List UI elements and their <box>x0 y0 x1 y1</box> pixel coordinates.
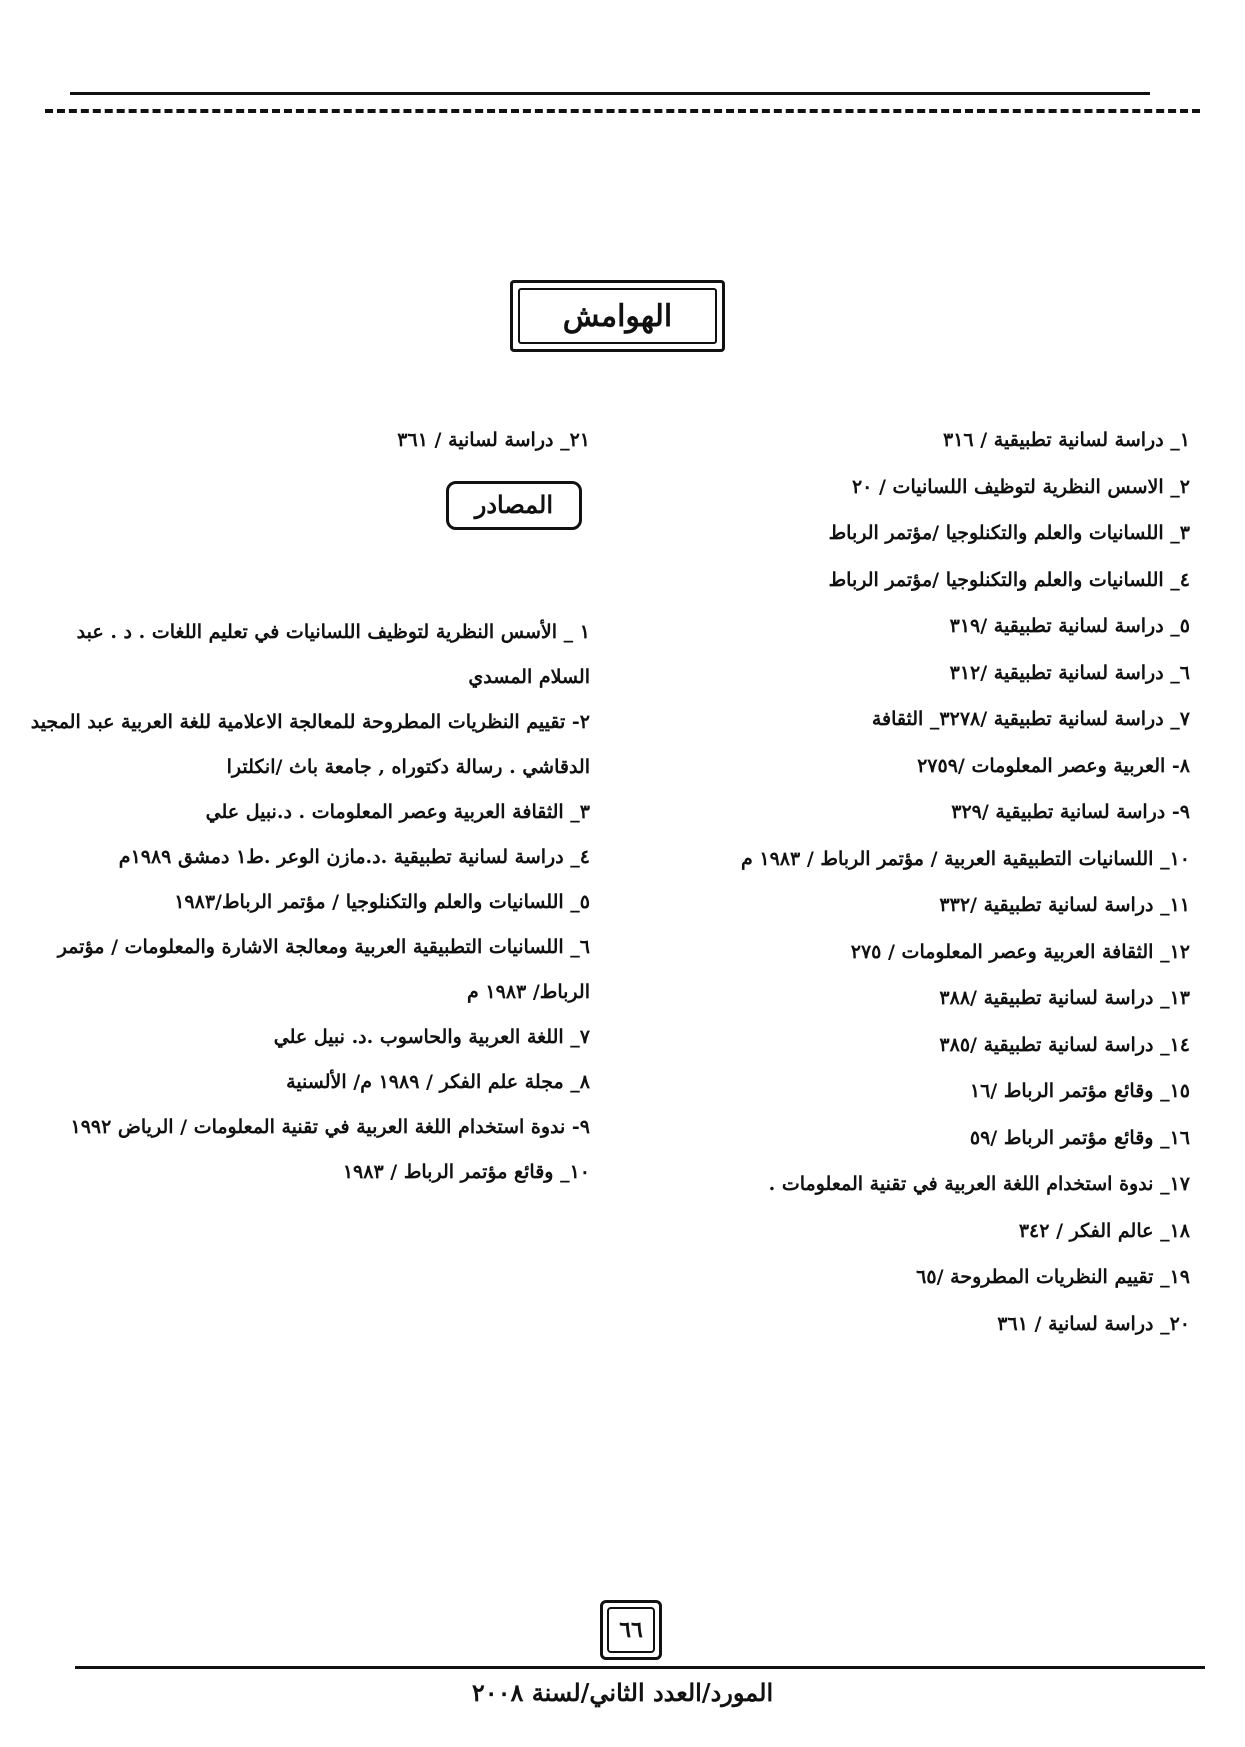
sources-list <box>30 610 590 1195</box>
journal-footer: المورد/العدد الثاني/لسنة ٢٠٠٨ <box>471 1678 774 1707</box>
notes-column-left <box>30 425 590 1195</box>
note-19: ١٩_ تقييم النظريات المطروحة /٦٥ <box>916 1266 1190 1288</box>
note-7: ٧_ دراسة لسانية تطبيقية /٣٢٧٨_ الثقافة <box>871 708 1190 730</box>
source-4: ٤_ دراسة لسانية تطبيقية .د.مازن الوعر .ط١ دمشق ١٩٨٩م <box>118 846 590 868</box>
source-6: ٦_ اللسانيات التطبيقية العربية ومعالجة الاشارة والمعلومات / مؤتمر الرباط/ ١٩٨٣ م <box>57 936 590 1003</box>
note-10: ١٠_ اللسانيات التطبيقية العربية / مؤتمر الرباط / ١٩٨٣ م <box>741 847 1190 870</box>
note-11: ١١_ دراسة لسانية تطبيقية /٣٣٢ <box>939 894 1190 916</box>
bottom-rule <box>75 1666 1205 1669</box>
title-frame <box>510 280 725 352</box>
note-13: ١٣_ دراسة لسانية تطبيقية /٣٨٨ <box>939 987 1190 1009</box>
source-5: ٥_ اللسانيات والعلم والتكنلوجيا / مؤتمر الرباط/١٩٨٣ <box>174 891 590 913</box>
source-7: ٧_ اللغة العربية والحاسوب .د. نبيل علي <box>273 1026 590 1048</box>
note-3: ٣_ اللسانيات والعلم والتكنلوجيا /مؤتمر الرباط <box>828 522 1190 544</box>
note-4: ٤_ اللسانيات والعلم والتكنلوجيا /مؤتمر الرباط <box>828 568 1190 591</box>
note-9: ٩- دراسة لسانية تطبيقية /٣٢٩ <box>951 801 1190 823</box>
page-number: ٦٦ <box>607 1607 655 1653</box>
note-5: ٥_ دراسة لسانية تطبيقية /٣١٩ <box>949 615 1190 637</box>
note-2: ٢_ الاسس النظرية لتوظيف اللسانيات / ٢٠ <box>851 475 1190 498</box>
note-15: ١٥_ وقائع مؤتمر الرباط /١٦ <box>969 1080 1190 1102</box>
page-title: الهوامش <box>518 288 717 344</box>
note-12: ١٢_ الثقافة العربية وعصر المعلومات / ٢٧٥ <box>850 940 1190 963</box>
top-dashed-rule <box>45 109 1200 113</box>
note-1: ١_ دراسة لسانية تطبيقية / ٣١٦ <box>943 429 1190 451</box>
note-14: ١٤_ دراسة لسانية تطبيقية /٣٨٥ <box>939 1033 1190 1056</box>
note-8: ٨- العربية وعصر المعلومات /٢٧٥٩ <box>917 754 1190 777</box>
note-18: ١٨_ عالم الفكر / ٣٤٢ <box>1018 1219 1190 1242</box>
note-20: ٢٠_ دراسة لسانية / ٣٦١ <box>997 1312 1190 1335</box>
source-1: ١ _ الأسس النظرية لتوظيف اللسانيات في تعليم اللغات . د . عبد السلام المسدي <box>76 621 590 688</box>
source-10: ١٠_ وقائع مؤتمر الرباط / ١٩٨٣ <box>342 1161 590 1183</box>
top-rule <box>70 92 1150 95</box>
notes-column-right <box>670 425 1190 1355</box>
source-9: ٩- ندوة استخدام اللغة العربية في تقنية المعلومات / الرياض ١٩٩٢ <box>70 1116 590 1138</box>
note-16: ١٦_ وقائع مؤتمر الرباط /٥٩ <box>969 1126 1190 1149</box>
sources-heading: المصادر <box>446 481 582 530</box>
note-17: ١٧_ ندوة استخدام اللغة العربية في تقنية المعلومات . <box>768 1173 1190 1195</box>
source-2: ٢- تقييم النظريات المطروحة للمعالجة الاعلامية للغة العربية عبد المجيد الدقاشي . رسالة دكتوراه , جامعة باث /انكلترا <box>30 711 590 778</box>
note-6: ٦_ دراسة لسانية تطبيقية /٣١٢ <box>949 661 1190 684</box>
source-8: ٨_ مجلة علم الفكر / ١٩٨٩ م/ الألسنية <box>286 1071 590 1093</box>
page-number-frame <box>600 1600 662 1660</box>
source-3: ٣_ الثقافة العربية وعصر المعلومات . د.نبيل علي <box>205 801 590 823</box>
note-21: ٢١_ دراسة لسانية / ٣٦١ <box>397 429 590 451</box>
